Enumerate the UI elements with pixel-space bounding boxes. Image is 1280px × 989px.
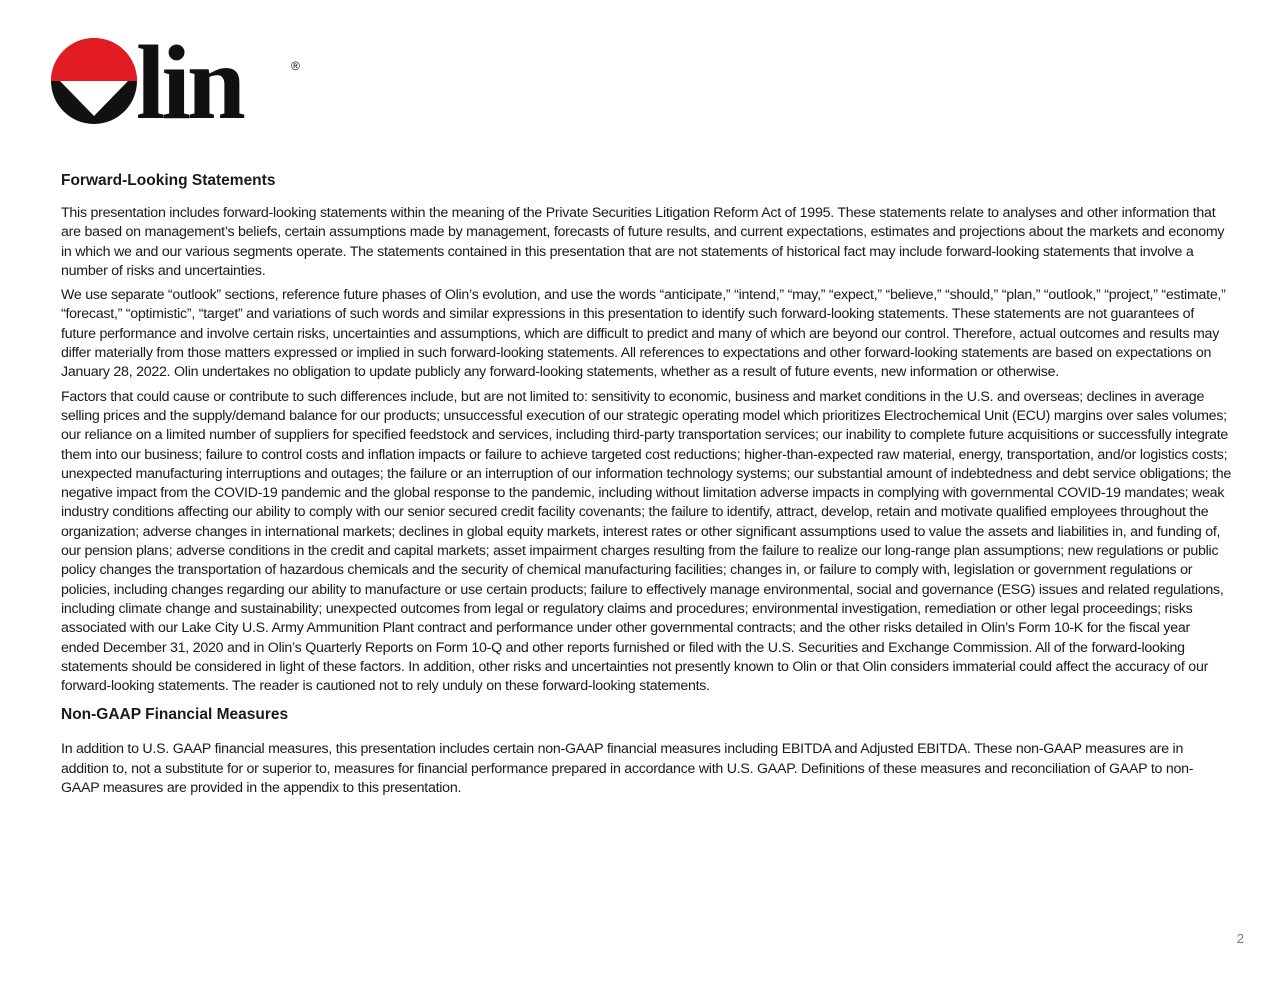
registered-mark: ® [291,59,300,73]
page-number: 2 [1236,931,1244,946]
forward-looking-heading: Forward-Looking Statements [61,172,276,189]
olin-logo-mark [50,36,310,126]
fls-paragraph-3: Factors that could cause or contribute to such differences include, but are not limited to: sensitivity to economic, business and market conditions in the U.S. and overseas; declines in average selling prices and the supply/demand balance for our products; unsuccessful execution of our strategic operating model which prioritizes Electrochemical Unit (ECU) margins over sales volumes; our reliance on a limited number of suppliers for specified feedstock and services, including third-party transportation services; our inability to complete future acquisitions or successfully integrate them into our business; failure to control costs and inflation impacts or failure to achieve targeted cost reductions; higher-than-expected raw material, energy, transportation, and/or logistics costs; unexpected manufacturing interruptions and outages; the failure or an interruption of our information technology systems; our substantial amount of indebtedness and debt service obligations; the negative impact from the COVID-19 pandemic and the global response to the pandemic, including without limitation adverse impacts in complying with governmental COVID-19 mandates; weak industry conditions affecting our ability to comply with our senior secured credit facility covenants; the failure to identify, attract, develop, retain and motivate qualified employees throughout the organization; adverse changes in international markets; declines in global equity markets, interest rates or other significant assumptions used to value the assets and liabilities in, and funding of, our pension plans; adverse conditions in the credit and capital markets; asset impairment charges resulting from the failure to realize our long-range plan assumptions; new regulations or public policy changes the transportation of hazardous chemicals and the security of chemical manufacturing facilities; changes in, or failure to comply with, legislation or government regulations or policies, including changes regarding our ability to manufacture or use certain products; failure to effectively manage environmental, social and governance (ESG) issues and related regulations, including climate change and sustainability; unexpected outcomes from legal or regulatory claims and procedures; environmental investigation, remediation or other legal proceedings; risks associated with our Lake City U.S. Army Ammunition Plant contract and performance under other governmental contracts; and the other risks detailed in Olin’s Form 10-K for the fiscal year ended December 31, 2020 and in Olin’s Quarterly Reports on Form 10-Q and other reports furnished or filed with the U.S. Securities and Exchange Commission. All of the forward-looking statements should be considered in light of these factors. In addition, other risks and uncertainties not presently known to Olin or that Olin considers immaterial could affect the accuracy of our forward-looking statements. The reader is cautioned not to rely unduly on these forward-looking statements. [61,388,1232,695]
main-content [61,172,1231,803]
non-gaap-paragraph: In addition to U.S. GAAP financial measures, this presentation includes certain non-GAAP financial measures including EBITDA and Adjusted EBITDA. These non-GAAP measures are in addition to, not a substitute for or superior to, measures for financial performance prepared in accordance with U.S. GAAP. Definitions of these measures and reconciliation of GAAP to non-GAAP measures are provided in the appendix to this presentation. [61,741,1194,797]
fls-paragraph-2: We use separate “outlook” sections, reference future phases of Olin’s evolution, and use the words “anticipate,” “intend,” “may,” “expect,” “believe,” “should,” “plan,” “outlook,” “project,” “estimate,” “forecast,” “optimistic”, “target” and variations of such words and similar expressions in this presentation to identify such forward-looking statements. These statements are not guarantees of future performance and involve certain risks, uncertainties and assumptions, which are difficult to predict and many of which are beyond our control. Therefore, actual outcomes and results may differ materially from those matters expressed or implied in such forward-looking statements. All references to expectations and other forward-looking statements are based on expectations on January 28, 2022. Olin undertakes no obligation to update publicly any forward-looking statements, whether as a result of future events, new information or otherwise. [61,287,1226,381]
fls-paragraph-1: This presentation includes forward-looking statements within the meaning of the Private Securities Litigation Reform Act of 1995. These statements relate to analyses and other information that are based on management’s beliefs, certain assumptions made by management, forecasts of future results, and current expectations, estimates and projections about the markets and economy in which we and our various segments operate. The statements contained in this presentation that are not statements of historical fact may include forward-looking statements that involve a number of risks and uncertainties. [61,205,1225,279]
olin-logo [50,36,310,126]
non-gaap-heading: Non-GAAP Financial Measures [61,706,289,724]
logo-wordmark: lin [136,36,242,126]
